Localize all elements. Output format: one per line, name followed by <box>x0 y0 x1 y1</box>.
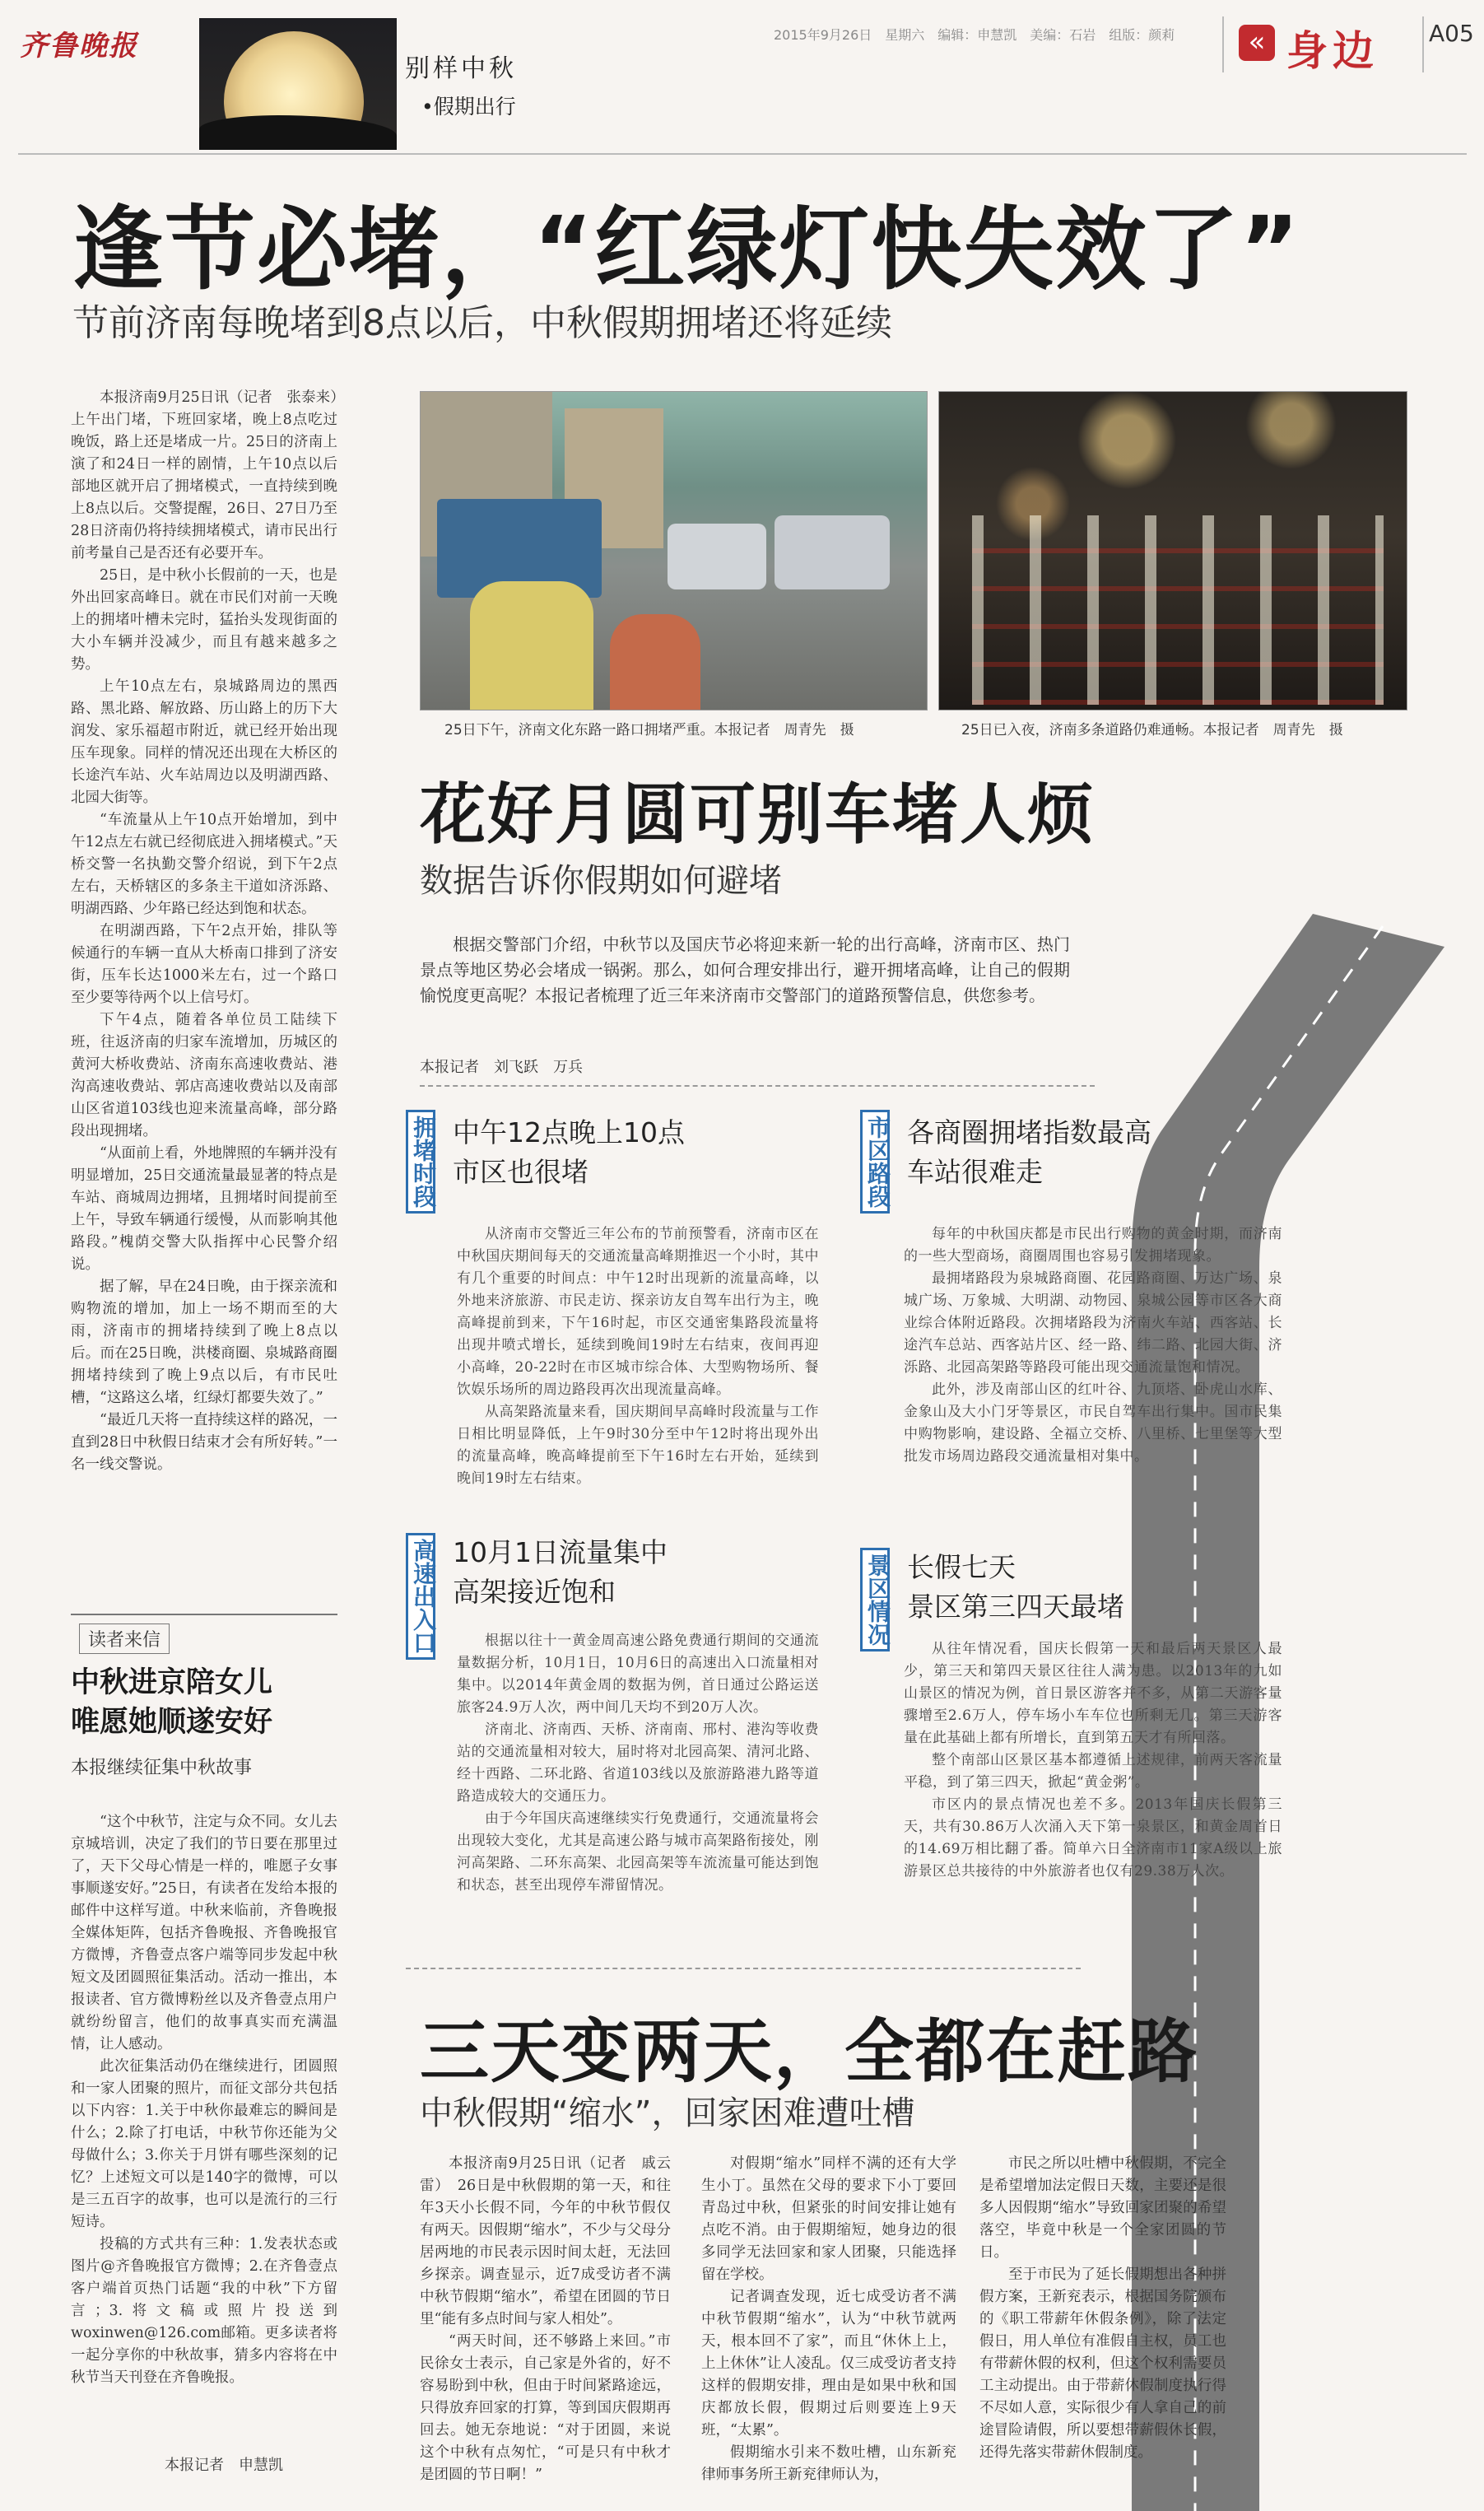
bottom-paragraph: 对假期“缩水”同样不满的还有大学生小丁。虽然在父母的要求下小丁要回青岛过中秋，但紧张的时间安排让她有点吃不消。由于假期缩短，她身边的很多同学无法回家和家人团聚，只能选择留在学校。 <box>701 2155 956 2283</box>
section-title-line: 10月1日流量集中 <box>453 1536 668 1568</box>
chevron-left-icon: « <box>1239 25 1275 61</box>
section-label <box>406 1533 435 1660</box>
masthead-rule <box>18 153 1467 155</box>
lead-paragraph: “从面前上看，外地牌照的车辆并没有明显增加，25日交通流量最显著的特点是车站、商城周边拥堵，且拥堵时间提前至上午，导致车辆通行缓慢，从而影响其他路段。”槐荫交警大队指挥中心民警介绍说。 <box>71 1145 337 1273</box>
bottom-column <box>979 2153 1226 2464</box>
section-label <box>406 1110 435 1214</box>
section-body <box>457 1630 819 1897</box>
section-label <box>860 1110 890 1214</box>
feature-byline: 本报记者 刘飞跃 万兵 <box>420 1059 583 1076</box>
sidebar-paragraph: “这个中秋节，注定与众不同。女儿去京城培训，决定了我们的节日要在那里过了，天下父母心情是一样的，唯愿子女事事顺遂安好。”25日，有读者在发给本报的邮件中这样写道。中秋来临前，齐鲁晚报全媒体矩阵，包括齐鲁晚报、齐鲁晚报官方微博，齐鲁壹点客户端等同步发起中秋短文及团圆照征集活动。活动一推出，本报读者、官方微博粉丝以及齐鲁壹点用户就纷纷留言，他们的故事真实而充满温情，让人感动。 <box>71 1814 337 2052</box>
sidebar-headline <box>71 1663 272 1742</box>
section-title-line: 中午12点晚上10点 <box>453 1116 685 1148</box>
section-body <box>457 1223 819 1490</box>
masthead <box>0 0 1484 156</box>
feature-intro-text: 根据交警部门介绍，中秋节以及国庆节必将迎来新一轮的出行高峰，济南市区、热门景点等地区势必会堵成一锅粥。那么，如何合理安排出行，避开拥堵高峰，让自己的假期愉悦度更高呢？本报记者梳理了近三年来济南市交警部门的道路预警信息，供您参考。 <box>420 934 1070 1005</box>
lead-paragraph: 上午10点左右，泉城路周边的黑西路、黑北路、解放路、历山路上的历下大润发、家乐福超市附近，就已经开始出现压车现象。同样的情况还出现在大桥区的长途汽车站、火车站周边以及明湖西路、北园大街等。 <box>71 678 337 806</box>
section-paragraph: 最拥堵路段为泉城路商圈、花园路商圈、万达广场、泉城广场、万象城、大明湖、动物园、泉城公园等市区各大商业综合体附近路段。次拥堵路段为济南火车站、西客站、长途汽车总站、西客站片区、经一路、纬二路、北园大街、济泺路、北园高架路等路段可能出现交通流量饱和情况。 <box>904 1270 1282 1376</box>
lead-paragraph: 25日，是中秋小长假前的一天，也是外出回家高峰日。就在市民们对前一天晚上的拥堵叶槽未完时，猛抬头发现街面的大小车辆并没减少，而且有越来越多之势。 <box>71 567 337 673</box>
section-paragraph: 从往年情况看，国庆长假第一天和最后两天景区人最少，第三天和第四天景区往往人满为患。以2013年的九如山景区的情况为例，首日景区游客并不多，从第二天游客量骤增至2.6万人，停车场小车车位也所剩无几。第三天游客量在此基础上都有所增长，直到第五天才有所回落。 <box>904 1641 1282 1746</box>
lead-paragraph: 下午4点，随着各单位员工陆续下班，往返济南的归家车流增加，历城区的黄河大桥收费站、济南东高速收费站、港沟高速收费站、郭店高速收费站以及南部山区省道103线也迎来流量高峰，部分路段出现拥堵。 <box>71 1012 337 1139</box>
car-headlights <box>972 515 1384 705</box>
bottom-column <box>420 2153 671 2486</box>
bottom-paragraph: 市民之所以吐槽中秋假期，不完全是希望增加法定假日天数，主要还是很多人因假期“缩水”导致回家团聚的希望落空，毕竟中秋是一个全家团圆的节日。 <box>979 2155 1226 2261</box>
section-title <box>907 1113 1151 1192</box>
bottom-headline: 三天变两天，全都在赶路 <box>420 2011 1199 2092</box>
section-paragraph: 从高架路流量来看，国庆期间早高峰时段流量与工作日相比明显降低，上午9时30分至中午12时将出现外出的流量高峰，晚高峰提前至下午16时左右开始，延续到晚间19时左右结束。 <box>457 1404 819 1487</box>
lead-headline: 逢节必堵，“红绿灯快失效了” <box>72 197 1301 302</box>
section-paragraph: 从济南市交警近三年公布的节前预警看，济南市区在中秋国庆期间每天的交通流量高峰期推迟一个小时，其中有几个重要的时间点：中午12时出现新的流量高峰，以外地来济旅游、市民走访、探亲访友自驾车出行为主，晚高峰提前到来，下午16时起，市区交通密集路段流量将出现井喷式增长，延续到晚间19时左右结束，夜间再迎小高峰，20-22时在市区城市综合体、大型购物场所、餐饮娱乐场所的周边路段再次出现流量高峰。 <box>457 1226 819 1398</box>
lead-paragraph: 在明湖西路，下午2点开始，排队等候通行的车辆一直从大桥南口排到了济安街，压车长达1000米左右，过一个路口至少要等待两个以上信号灯。 <box>71 923 337 1006</box>
channel-label: 身边 <box>1286 27 1379 75</box>
photo-daytime-traffic <box>420 391 928 710</box>
section-body <box>904 1638 1282 1883</box>
section-label-text: 拥堵时段 <box>410 1116 437 1208</box>
sidebar-paragraph: 投稿的方式共有三种：1.发表状态或图片@齐鲁晚报官方微博；2.在齐鲁壹点客户端首页热门话题“我的中秋”下方留言；3.将文稿或照片投送到woxinwen@126.com邮箱。更多读者将一起分享你的中秋故事，猜多内容将在中秋节当天刊登在齐鲁晚报。 <box>71 2236 337 2386</box>
scooter-rider <box>470 581 593 710</box>
section-body <box>904 1223 1282 1468</box>
lead-article <box>71 387 352 1476</box>
issue-meta: 2015年9月26日 星期六 编辑：申慧凯 美编：石岩 组版：颜莉 <box>774 27 1175 43</box>
feature-intro <box>420 932 1070 1009</box>
bottom-paragraph: 至于市民为了延长假期想出各种拼假方案，王新兖表示，根据国务院颁布的《职工带薪年休假条例》，除了法定假日，用人单位有准假自主权，员工也有带薪休假的权利，但这个权利需要员工主动提出。由于带薪休假制度执行得不尽如人意，实际很少有人拿自己的前途冒险请假，所以要想带薪假休长假，还得先落实带薪休假制度。 <box>979 2266 1226 2461</box>
sidebar-tag: 读者来信 <box>79 1624 170 1654</box>
section-label-text: 景区情况 <box>864 1554 891 1646</box>
tree-silhouette <box>199 115 397 150</box>
section-paragraph: 由于今年国庆高速继续实行免费通行，交通流量将会出现较大变化，尤其是高速公路与城市高架路衔接处，刚河高架路、二环东高架、北园高架等车流流量可能达到饱和状态，甚至出现停车滞留情况。 <box>457 1810 819 1894</box>
feature-subheadline: 数据告诉你假期如何避堵 <box>420 862 782 900</box>
bottom-subheadline: 中秋假期“缩水”，回家困难遭吐槽 <box>420 2094 915 2132</box>
photo-night-traffic <box>938 391 1407 710</box>
sidebar-body <box>71 1811 337 2389</box>
newspaper-logo: 齐鲁晚报 <box>20 30 138 63</box>
sidebar-paragraph: 此次征集活动仍在继续进行，团圆照和一家人团聚的照片，而征文部分共包括以下内容：1.关于中秋你最难忘的瞬间是什么；2.除了打电话，中秋节你还能为父母做什么；3.你关于月饼有哪些深刻的记忆？上述短文可以是140字的微博，可以是三五百字的故事，也可以是流行的三行短诗。 <box>71 2058 337 2230</box>
section-label-text: 高速出入口 <box>410 1539 437 1654</box>
lead-paragraph: “最近几天将一直持续这样的路况，一直到28日中秋假日结束才会有所好转。”一名一线交警说。 <box>71 1412 337 1473</box>
lead-paragraph: 据了解，早在24日晚，由于探亲流和购物流的增加，加上一场不期而至的大雨，济南市的拥堵持续到了晚上8点以后。而在25日晚，洪楼商圈、泉城路商圈拥堵持续到了晚上9点以后，有市民吐槽，“这路这么堵，红绿灯都要失效了。” <box>71 1279 337 1406</box>
section-title <box>453 1533 668 1612</box>
section-title-line: 长假七天 <box>907 1551 1016 1583</box>
channel-box <box>1222 16 1424 75</box>
section-title <box>907 1548 1124 1627</box>
section-label <box>860 1548 890 1651</box>
moon-photo <box>199 18 397 150</box>
bottom-paragraph: 本报济南9月25日讯（记者 戚云雷） 26日是中秋假期的第一天，和往年3天小长假不同，今年的中秋节假仅有两天。因假期“缩水”，不少与父母分居两地的市民表示因时间太赶，无法回乡探亲。调查显示，近7成受访者不满中秋节假期“缩水”，希望在团圆的节日里“能有多点时间与家人相处”。 <box>420 2155 671 2327</box>
photo-caption: 25日已入夜，济南多条道路仍难通畅。本报记者 周青先 摄 <box>961 722 1343 738</box>
feature-rule <box>420 1085 1095 1087</box>
section-title-line: 景区第三四天最堵 <box>907 1591 1124 1623</box>
photo-caption: 25日下午，济南文化东路一路口拥堵严重。本报记者 周青先 摄 <box>444 722 854 738</box>
section-title-line: 车站很难走 <box>907 1156 1043 1188</box>
section-paragraph: 根据以往十一黄金周高速公路免费通行期间的交通流量数据分析，10月1日，10月6日的高速出入口流量相对集中。以2014年黄金周的数据为例，首日通过公路运送旅客24.9万人次，两中间几天均不到20万人次。 <box>457 1633 819 1716</box>
bottom-column <box>701 2153 956 2486</box>
feature-headline: 花好月圆可别车堵人烦 <box>420 776 1095 853</box>
section-title-line: 高架接近饱和 <box>453 1576 616 1608</box>
sidebar-rule <box>71 1614 337 1615</box>
sidebar-byline: 本报记者 申慧凯 <box>165 2457 283 2474</box>
section-paragraph: 此外，涉及南部山区的红叶谷、九顶塔、卧虎山水库、金象山及大小门牙等景区，市民自驾车出行集中。国市民集中购物影响，建设路、全福立交桥、八里桥、七里堡等大型批发市场周边路段交通流量相对集中。 <box>904 1381 1282 1465</box>
section-paragraph: 每年的中秋国庆都是市民出行购物的黄金时期，而济南的一些大型商场，商圈周围也容易引发拥堵现象。 <box>904 1226 1282 1265</box>
sidebar-headline-line: 中秋进京陪女儿 <box>71 1666 273 1699</box>
car <box>775 515 890 589</box>
section-title-line: 市区也很堵 <box>453 1156 588 1188</box>
sidebar-headline-line: 唯愿她顺遂安好 <box>71 1706 273 1739</box>
lead-paragraph: 本报济南9月25日讯（记者 张泰来） 上午出门堵，下班回家堵，晚上8点吃过晚饭，路上还是堵成一片。25日的济南上演了和24日一样的剧情，上午10点以后部地区就开启了拥堵模式，一直持续到晚上8点以后。交警提醒，26日、27日乃至28日济南仍将持续拥堵模式，请市民出行前考量自己是否还有必要开车。 <box>71 389 352 561</box>
section-paragraph: 市区内的景点情况也差不多。2013年国庆长假第三天，共有30.86万人次涌入天下第一泉景区，和黄金周首日的14.69万相比翻了番。简单六日全济南市11家A级以上旅游景区总共接待的中外旅游者也仅有29.38万人次。 <box>904 1796 1282 1880</box>
lead-subheadline: 节前济南每晚堵到8点以后，中秋假期拥堵还将延续 <box>72 302 892 344</box>
section-title-line: 各商圈拥堵指数最高 <box>907 1116 1151 1148</box>
lead-paragraph: “车流量从上午10点开始增加，到中午12点左右就已经彻底进入拥堵模式。”天桥交警一名执勤交警介绍说，到下午2点左右，天桥辖区的多条主干道如济泺路、明湖西路、少年路已经达到饱和状态。 <box>71 812 337 917</box>
bottom-paragraph: 记者调查发现，近七成受访者不满中秋节假期“缩水”，认为“中秋节就两天，根本回不了家”，而且“休休上上，上上休休”让人凌乱。仅三成受访者支持这样的假期安排，理由是如果中秋和国庆都放长假，假期过后则要连上9天班，“太累”。 <box>701 2289 956 2439</box>
section-paragraph: 整个南部山区景区基本都遵循上述规律，前两天客流量平稳，到了第三四天，掀起“黄金粥”。 <box>904 1752 1282 1791</box>
bottom-divider <box>406 1968 1081 1969</box>
car <box>668 524 766 589</box>
section-title: 别样中秋 <box>405 54 517 83</box>
section-title <box>453 1113 685 1192</box>
section-subtitle: •假期出行 <box>421 95 516 119</box>
bottom-paragraph: “两天时间，还不够路上来回。”市民徐女士表示，自己家是外省的，好不容易盼到中秋，但由于时间紧路途远，只得放弃回家的打算，等到国庆假期再回去。她无奈地说：“对于团圆，来说这个中秋有点匆忙，“可是只有中秋才是团圆的节日啊！” <box>420 2333 671 2483</box>
section-paragraph: 济南北、济南西、天桥、济南南、邢村、港沟等收费站的交通流量相对较大，届时将对北园高架、清河北路、经十西路、二环北路、省道103线以及旅游路港九路等道路造成较大的交通压力。 <box>457 1721 819 1805</box>
section-label-text: 市区路段 <box>864 1116 891 1208</box>
bottom-paragraph: 假期缩水引来不数吐槽，山东新兖律师事务所王新兖律师认为， <box>701 2444 956 2483</box>
rider <box>610 614 700 710</box>
page-number: A05 <box>1429 20 1474 47</box>
sidebar-subline: 本报继续征集中秋故事 <box>71 1758 253 1778</box>
